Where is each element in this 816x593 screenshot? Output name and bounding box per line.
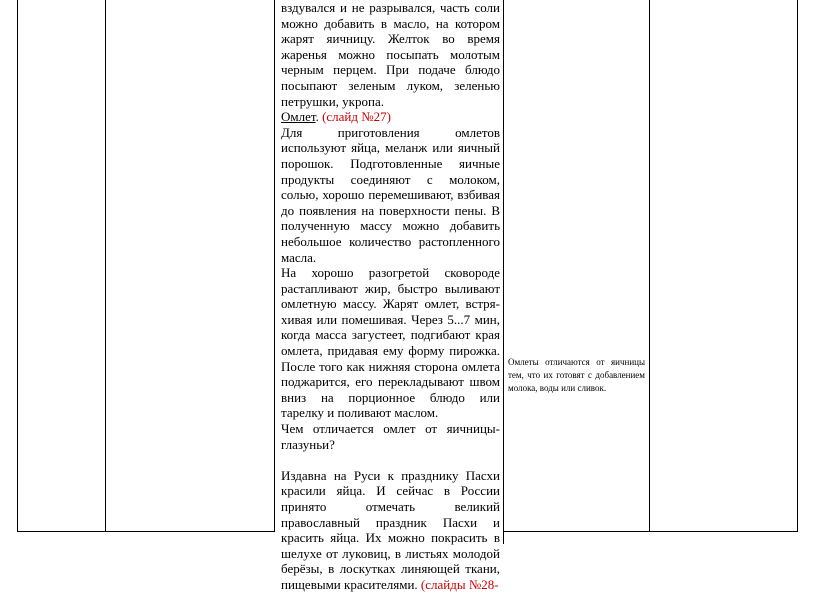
table-row-bottom-left: [17, 531, 275, 532]
answer-cell: [508, 356, 645, 396]
table-row-bottom-right: [503, 531, 798, 532]
omelet-paragraph-1: Для приготовления омлетов используют яйца, меланж или яичный порошок. Подготовленные яичные продукты соединяют с молоком, солью, хорошо перемешивают, взбивая до появления на поверхности пены. В полученную массу можно добавить небольшое количество растопленного масла.: [281, 124, 500, 265]
table-border-right: [797, 0, 798, 532]
omelet-heading-title: Омлет: [281, 109, 316, 125]
table-divider-4: [649, 0, 650, 532]
blank-line: [281, 452, 500, 468]
table-divider-1: [105, 0, 106, 532]
easter-slide-ref: (слайды №28-: [417, 576, 499, 592]
table-divider-3: [503, 0, 504, 544]
fried-eggs-text: вздувался и не разрывался, часть соли можно добавить в масло, на котором жарят яичницу. Желток во время жаренья можно посыпать молотым черным перцем. При подаче блюдо посыпают зеленым луком, зеленью петрушки, укропа.: [281, 0, 500, 109]
table-border-left: [17, 0, 18, 532]
answer-text: Омлеты отличаются от яичницы тем, что их готовят с добавлением молока, воды или сливок.: [508, 357, 645, 394]
omelet-heading-dot: .: [315, 109, 319, 125]
omelet-paragraph-2: На хорошо разогретой сковороде растапливают жир, быстро выливают омлетную массу. Жарят омлет, встря-хивая или помешивая. Через 5...7 мин, когда масса загустеет, подгибают края омлета, придавая ему форму пирожка. После того как нижняя сторона омлета поджарится, его перекладывают швом вниз на порционное блюдо или тарелку и поливают маслом.: [281, 265, 500, 421]
easter-paragraph: [281, 468, 500, 593]
easter-text: Издавна на Руси к празднику Пасхи красили яйца. И сейчас в России принято отмечать великий православный праздник Пасхи и красить яйца. Их можно покрасить в шелухе от луковиц, в листьях молодой берёзы, в лоскутках линяющей ткани, пищевыми красителями.: [281, 467, 500, 592]
omelet-heading: [281, 109, 500, 125]
omelet-slide-ref: (слайд №27): [318, 109, 391, 125]
table-divider-2: [274, 0, 275, 532]
lesson-content-cell: [281, 0, 500, 593]
question-text: Чем отличается омлет от яичницы-глазуньи?: [281, 421, 500, 452]
